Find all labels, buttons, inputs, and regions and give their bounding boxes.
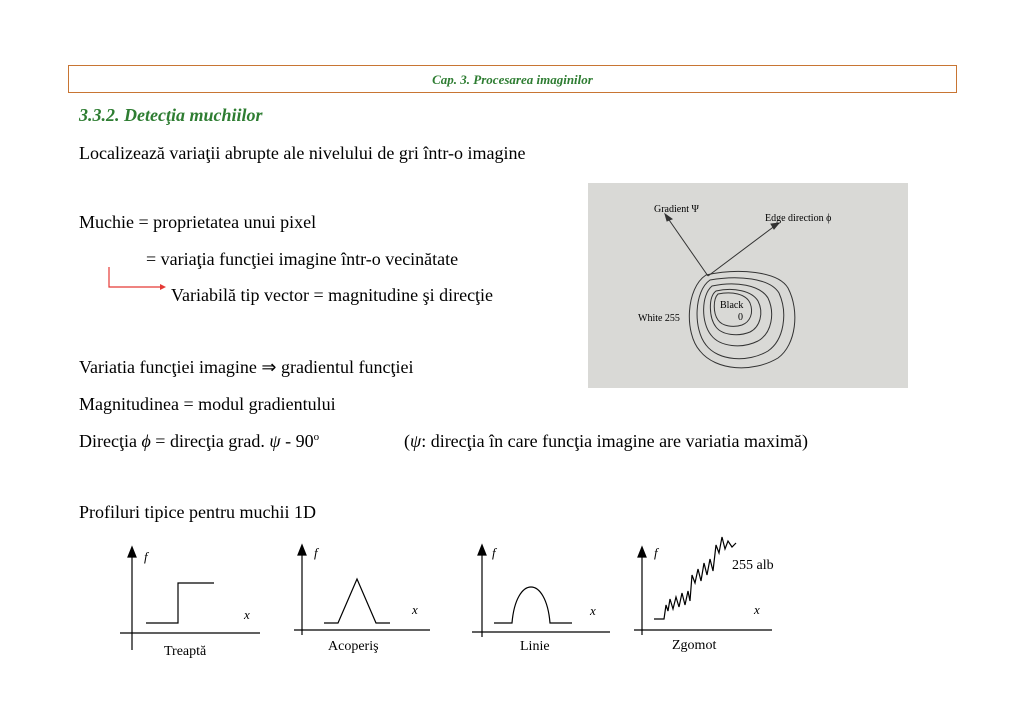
direction-note	[404, 431, 808, 452]
y-axis-label-3: f	[492, 545, 496, 560]
y-axis-label-1: f	[144, 549, 148, 564]
edge-definition-3: Variabilă tip vector = magnitudine şi direcţie	[171, 285, 494, 305]
profile-name-noise: Zgomot	[672, 638, 717, 653]
edge-profiles	[110, 535, 790, 670]
x-axis-label-2: x	[412, 602, 418, 617]
gradient-label: Gradient Ψ	[654, 204, 699, 215]
direction-minus: - 90	[280, 431, 314, 451]
phi-symbol: ϕ	[141, 431, 151, 451]
profile-name-line: Linie	[520, 639, 550, 654]
white-label: White 255	[638, 313, 680, 324]
edge-direction-label: Edge direction ϕ	[765, 213, 832, 224]
profile-name-roof: Acoperiş	[328, 639, 379, 654]
header-title: Cap. 3. Procesarea imaginilor	[432, 72, 593, 87]
note-text: : direcţia în care funcţia imagine are variatia maximă)	[421, 431, 808, 451]
variation-text: Variatia funcţiei imagine ⇒ gradientul funcţiei	[79, 357, 414, 377]
page-header	[68, 65, 957, 93]
edge-figure	[588, 183, 908, 388]
red-arrow-icon	[108, 267, 168, 297]
x-axis-label-3: x	[590, 603, 596, 618]
edge-definition-1: Muchie = proprietatea unui pixel	[79, 212, 317, 232]
section-title: 3.3.2. Detecţia muchiilor	[79, 105, 263, 125]
psi-symbol: ψ	[269, 431, 281, 451]
x-axis-label-4: x	[754, 602, 760, 617]
noise-note: 255 alb	[732, 558, 774, 573]
y-axis-label-2: f	[314, 545, 318, 560]
direction-text	[79, 431, 319, 452]
profiles-heading: Profiluri tipice pentru muchii 1D	[79, 502, 316, 522]
magnitude-text: Magnitudinea = modul gradientului	[79, 394, 336, 414]
x-axis-label-1: x	[244, 607, 250, 622]
edge-definition-2: = variaţia funcţiei imagine într-o vecinătate	[146, 249, 459, 269]
profile-name-step: Treaptă	[164, 644, 207, 659]
profile-graphs	[110, 535, 790, 665]
direction-label: Direcţia	[79, 431, 142, 451]
zero-label: 0	[738, 312, 743, 323]
direction-equals: = direcţia grad.	[150, 431, 270, 451]
degree-superscript: o	[313, 431, 320, 443]
contour-diagram	[588, 183, 908, 388]
intro-text: Localizează variaţii abrupte ale nivelului de gri într-o imagine	[79, 143, 526, 163]
note-psi-symbol: ψ	[410, 431, 422, 451]
black-label: Black	[720, 300, 744, 311]
y-axis-label-4: f	[654, 545, 658, 560]
note-open: (	[404, 431, 410, 451]
